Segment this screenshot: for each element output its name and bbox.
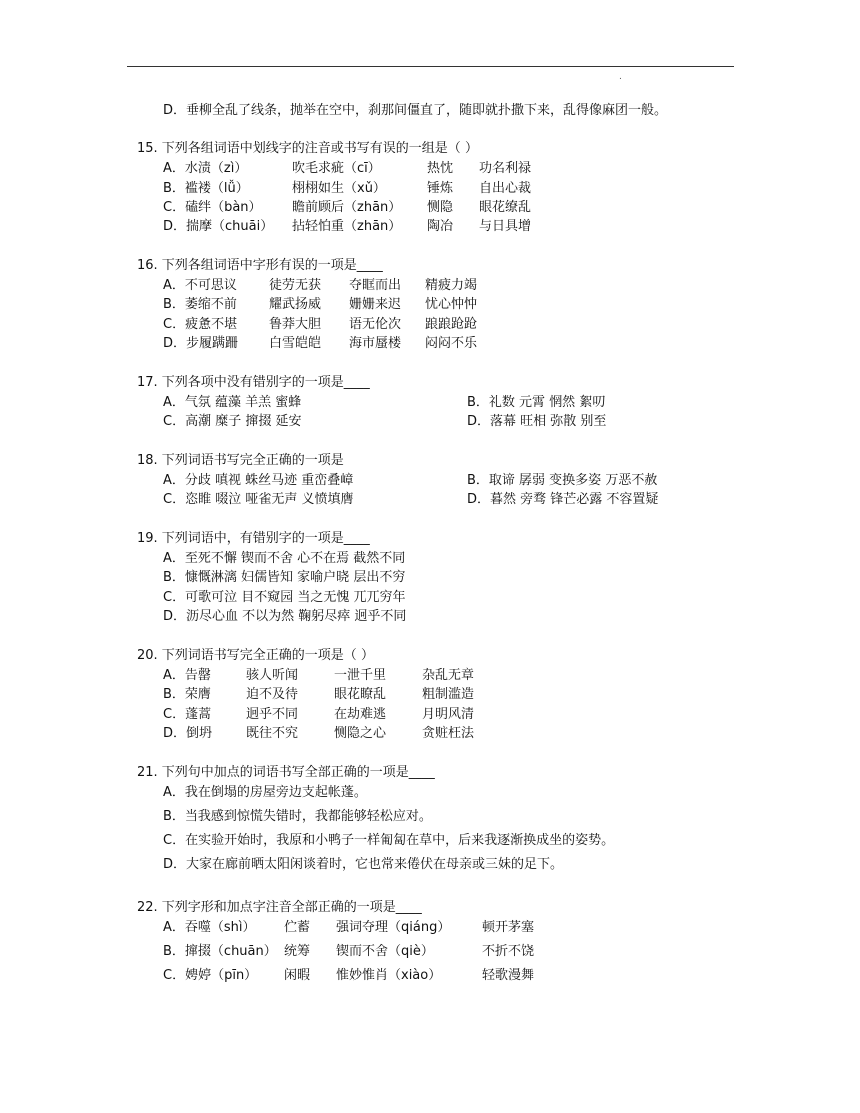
- q19-option-c: C．可歌可泣 目不窥园 当之无愧 兀兀穷年: [163, 590, 406, 605]
- q22-stem: 22. 下列字形和加点字注音全部正确的一项是____: [137, 900, 422, 915]
- q21-option-b: B．当我感到惊慌失错时，我都能够轻松应对。: [163, 809, 432, 824]
- header-mark: .: [619, 72, 622, 82]
- q20-option-c: C．蓬蒿 迥乎不同 在劫难逃 月明风清: [163, 707, 475, 722]
- q16-option-c: C．疲惫不堪 鲁莽大胆 语无伦次 踉踉跄跄: [163, 317, 478, 332]
- q15-option-c: C．磕绊（bàn） 瞻前顾后（zhān） 恻隐 眼花缭乱: [163, 200, 532, 215]
- q15-option-d: D．揣摩（chuāi） 拈轻怕重（zhān） 陶冶 与日具增: [163, 219, 532, 234]
- q14-option-d: D．垂柳全乱了线条，抛举在空中，刹那间僵直了，随即就扑撒下来，乱得像麻团一般。: [163, 103, 668, 118]
- q20-option-d: D．倒坍 既往不究 恻隐之心 贪赃枉法: [163, 726, 475, 741]
- q21-option-a: A．我在倒塌的房屋旁边支起帐蓬。: [163, 785, 367, 800]
- q20-stem: 20. 下列词语书写完全正确的一项是（ ）: [137, 648, 374, 663]
- q15-option-a: A．水渍（zì） 吹毛求疵（cī） 热忱 功名利禄: [163, 161, 532, 176]
- q22-option-c: C．娉婷（pīn） 闲暇 惟妙惟肖（xiào） 轻歌漫舞: [163, 968, 535, 983]
- q16-stem: 16. 下列各组词语中字形有误的一项是____: [137, 258, 383, 273]
- q17-option-c: C．高潮 糜子 撺掇 延安: [163, 414, 302, 429]
- q19-option-d: D．沥尽心血 不以为然 鞠躬尽瘁 迥乎不同: [163, 609, 407, 624]
- q21-option-c: C．在实验开始时，我原和小鸭子一样匍匐在草中，后来我逐渐换成坐的姿势。: [163, 833, 615, 848]
- q17-option-b: B．礼数 元霄 惘然 絮叨: [467, 395, 606, 410]
- q21-option-d: D．大家在廊前晒太阳闲谈着时，它也常来倦伏在母亲或三妹的足下。: [163, 857, 564, 872]
- header-rule: [127, 66, 734, 67]
- q16-option-b: B．萎缩不前 耀武扬威 姗姗来迟 忧心忡忡: [163, 297, 478, 312]
- q18-stem: 18. 下列词语书写完全正确的一项是: [137, 453, 344, 468]
- q19-option-b: B．慷慨淋漓 妇儒皆知 家喻户晓 层出不穷: [163, 570, 406, 585]
- q16-option-a: A．不可思议 徒劳无获 夺眶而出 精疲力竭: [163, 278, 478, 293]
- q18-option-b: B．取谛 孱弱 变换多姿 万恶不赦: [467, 473, 658, 488]
- q22-option-b: B．撺掇（chuān） 统筹 锲而不舍（qiè） 不折不饶: [163, 944, 535, 959]
- q19-option-a: A．至死不懈 锲而不舍 心不在焉 截然不同: [163, 551, 406, 566]
- q19-stem: 19. 下列词语中，有错别字的一项是____: [137, 531, 370, 546]
- q22-option-a: A．吞噬（shì） 伫蓄 强词夺理（qiáng） 顿开茅塞: [163, 920, 535, 935]
- q17-option-d: D．落幕 旺相 弥散 别至: [467, 414, 607, 429]
- q18-option-a: A．分歧 嗔视 蛛丝马迹 重峦叠嶂: [163, 473, 354, 488]
- q16-option-d: D．步履蹒跚 白雪皑皑 海市蜃楼 闷闷不乐: [163, 336, 478, 351]
- q17-option-a: A．气氛 蕴藻 羊羔 蜜蜂: [163, 395, 302, 410]
- q15-option-b: B．褴褛（lǚ） 栩栩如生（xǔ） 锤炼 自出心裁: [163, 181, 532, 196]
- q15-stem: 15. 下列各组词语中划线字的注音或书写有误的一组是（ ）: [137, 141, 478, 156]
- q18-option-c: C．恣睢 啜泣 哑雀无声 义愤填膺: [163, 492, 354, 507]
- q21-stem: 21. 下列句中加点的词语书写全部正确的一项是____: [137, 765, 435, 780]
- q18-option-d: D．暮然 旁骛 锋芒必露 不容置疑: [467, 492, 659, 507]
- q20-option-b: B．荣膺 迫不及待 眼花瞭乱 粗制滥造: [163, 687, 475, 702]
- q17-stem: 17. 下列各项中没有错别字的一项是____: [137, 375, 370, 390]
- q20-option-a: A．告罄 骇人听闻 一泄千里 杂乱无章: [163, 668, 475, 683]
